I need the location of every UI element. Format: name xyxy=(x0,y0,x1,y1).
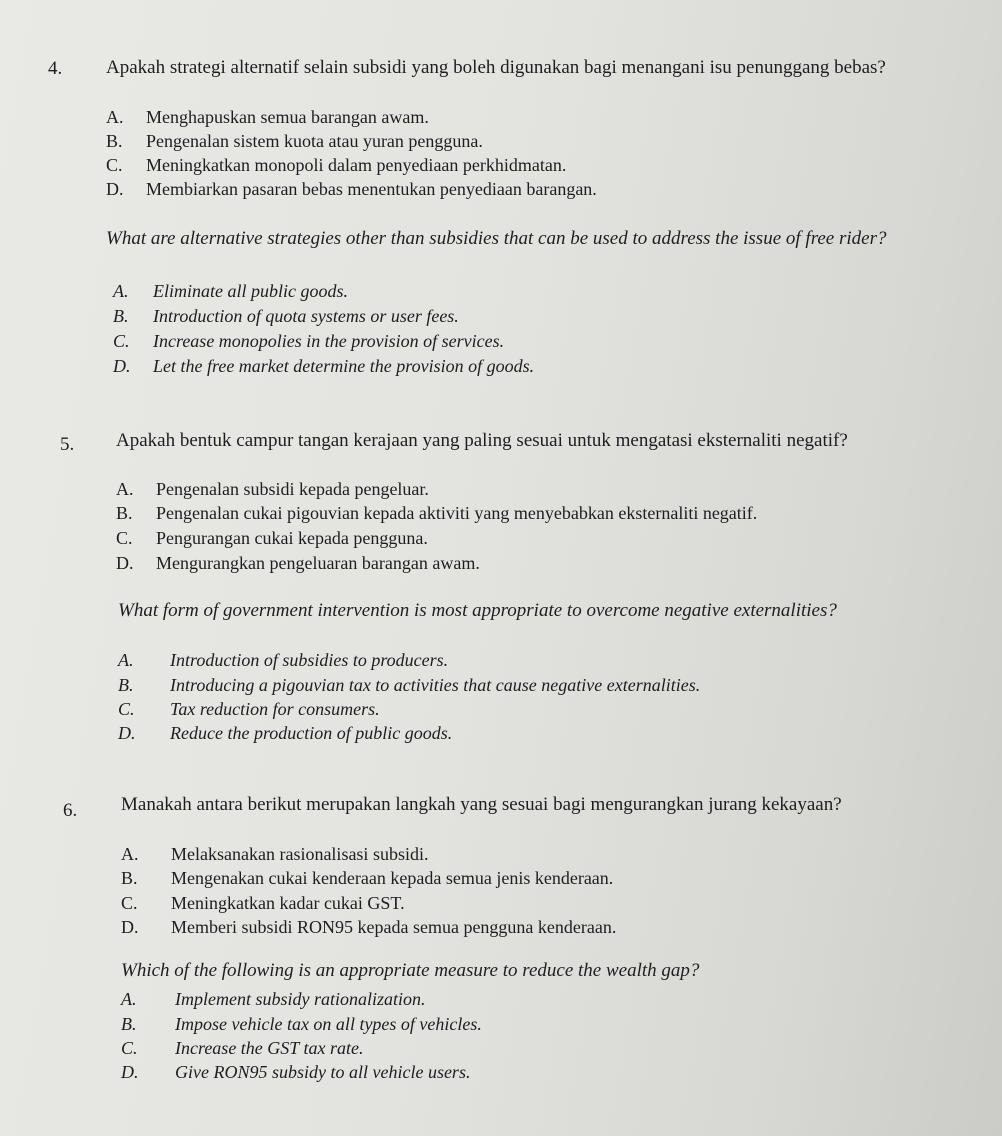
option-b: B. Impose vehicle tax on all types of vehicles. xyxy=(121,1014,482,1034)
question-text-malay: Manakah antara berikut merupakan langkah yang sesuai bagi mengurangkan jurang kekayaan? xyxy=(121,794,842,815)
question-number: 6. xyxy=(63,800,78,821)
option-d: D. Mengurangkan pengeluaran barangan awam. xyxy=(116,553,480,573)
option-c: C. Increase monopolies in the provision of services. xyxy=(113,331,505,351)
option-a: A. Pengenalan subsidi kepada pengeluar. xyxy=(116,479,429,499)
option-b: B. Pengenalan sistem kuota atau yuran pengguna. xyxy=(106,131,483,151)
option-c: C. Increase the GST tax rate. xyxy=(121,1038,364,1058)
option-a: A. Eliminate all public goods. xyxy=(113,281,348,301)
option-a: A. Melaksanakan rasionalisasi subsidi. xyxy=(121,844,429,864)
question-text-english: What are alternative strategies other than subsidies that can be used to address the issue of free rider? xyxy=(106,228,887,249)
option-b: B. Introducing a pigouvian tax to activities that cause negative externalities. xyxy=(118,675,701,695)
option-d: D. Reduce the production of public goods. xyxy=(118,723,453,743)
option-d: D. Give RON95 subsidy to all vehicle users. xyxy=(121,1062,471,1082)
option-d: D. Membiarkan pasaran bebas menentukan penyediaan barangan. xyxy=(106,179,597,199)
question-number: 4. xyxy=(48,58,63,79)
option-d: D. Memberi subsidi RON95 kepada semua pengguna kenderaan. xyxy=(121,917,617,937)
option-c: C. Pengurangan cukai kepada pengguna. xyxy=(116,528,428,548)
question-text-malay: Apakah bentuk campur tangan kerajaan yang paling sesuai untuk mengatasi eksternaliti negatif? xyxy=(116,430,848,451)
option-b: B. Pengenalan cukai pigouvian kepada aktiviti yang menyebabkan eksternaliti negatif. xyxy=(116,503,758,523)
option-c: C. Meningkatkan monopoli dalam penyediaan perkhidmatan. xyxy=(106,155,567,175)
option-c: C. Tax reduction for consumers. xyxy=(118,699,380,719)
option-b: B. Introduction of quota systems or user fees. xyxy=(113,306,459,326)
question-text-malay: Apakah strategi alternatif selain subsidi yang boleh digunakan bagi menangani isu penunggang bebas? xyxy=(106,57,886,78)
option-a: A. Implement subsidy rationalization. xyxy=(121,989,426,1009)
option-b: B. Mengenakan cukai kenderaan kepada semua jenis kenderaan. xyxy=(121,868,614,888)
question-number: 5. xyxy=(60,434,75,455)
question-text-english: Which of the following is an appropriate measure to reduce the wealth gap? xyxy=(121,960,700,981)
option-d: D. Let the free market determine the provision of goods. xyxy=(113,356,535,376)
question-text-english: What form of government intervention is most appropriate to overcome negative externalities? xyxy=(118,600,837,621)
option-a: A. Introduction of subsidies to producers. xyxy=(118,650,449,670)
option-a: A. Menghapuskan semua barangan awam. xyxy=(106,107,429,127)
option-c: C. Meningkatkan kadar cukai GST. xyxy=(121,893,405,913)
